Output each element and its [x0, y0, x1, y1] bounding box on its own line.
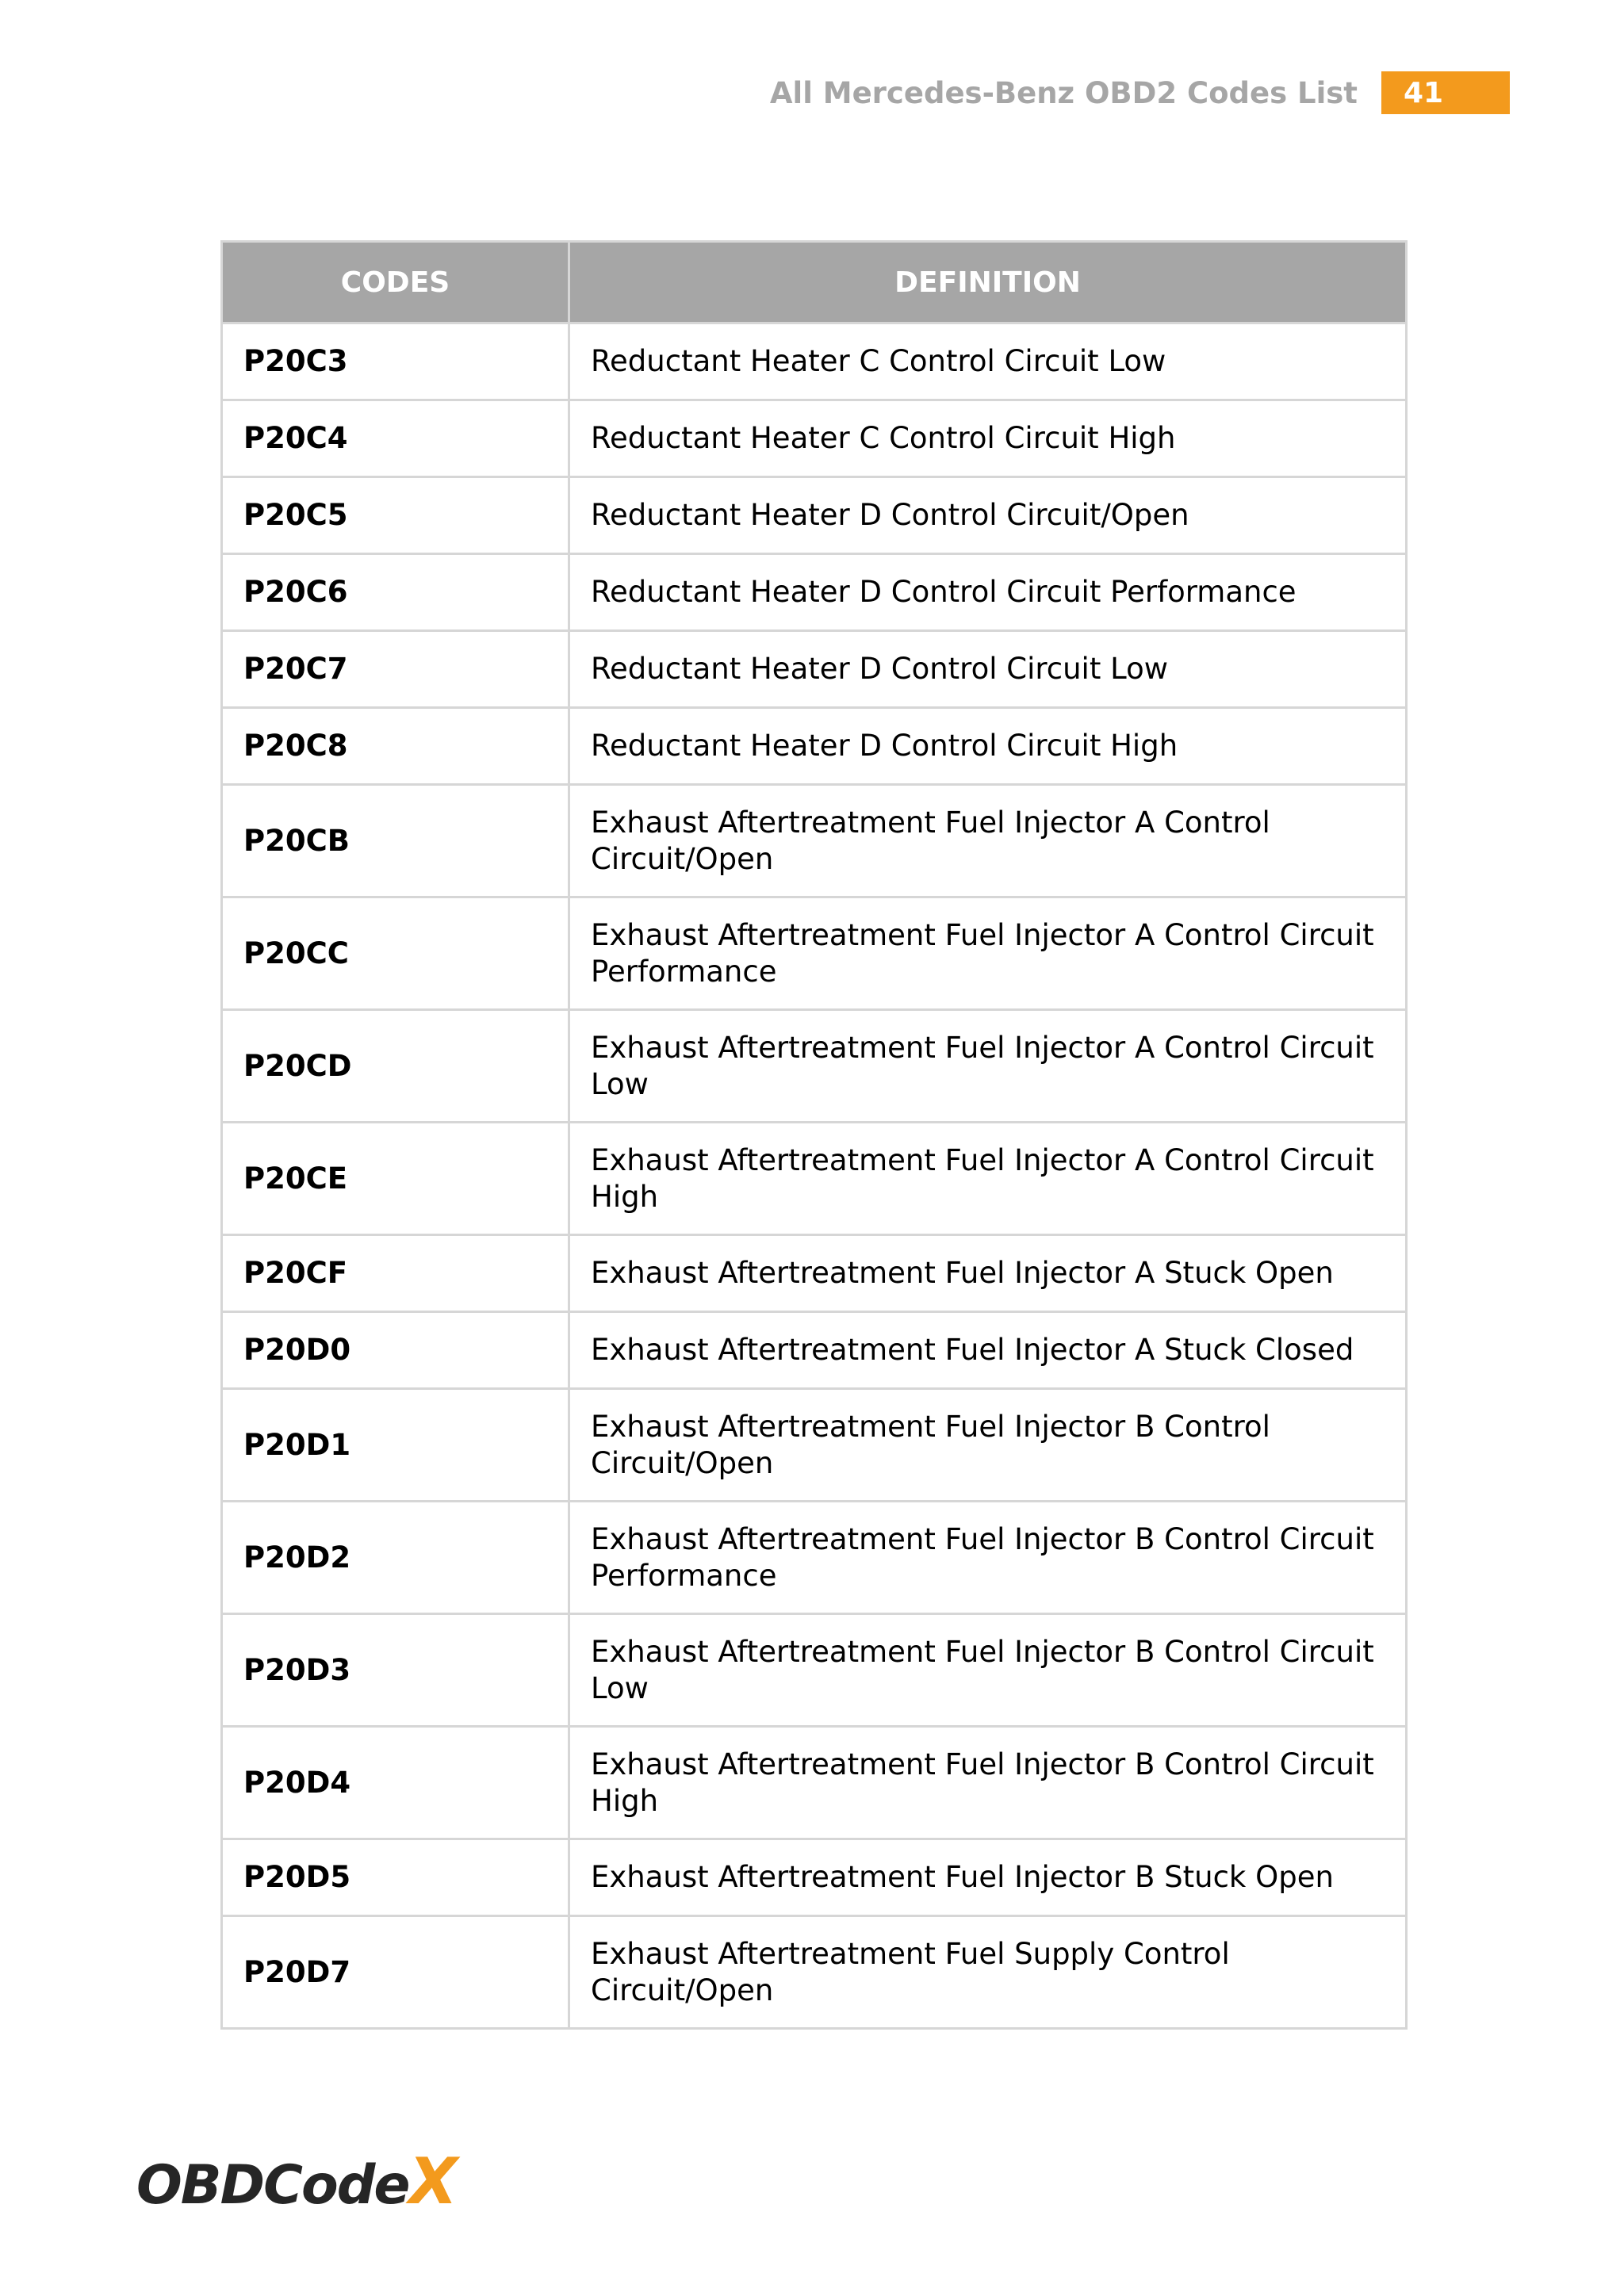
- code-cell: P20D4: [222, 1727, 569, 1839]
- table-row: [222, 400, 1407, 477]
- definition-cell: Reductant Heater D Control Circuit Performance: [569, 554, 1407, 631]
- table-row: [222, 554, 1407, 631]
- definition-cell: Exhaust Aftertreatment Fuel Injector B Stuck Open: [569, 1839, 1407, 1916]
- code-cell: P20CC: [222, 897, 569, 1010]
- document-title: All Mercedes-Benz OBD2 Codes List: [769, 75, 1358, 110]
- column-header-codes: CODES: [222, 242, 569, 323]
- table-row: [222, 1010, 1407, 1123]
- code-cell: P20CD: [222, 1010, 569, 1123]
- table-row: [222, 631, 1407, 708]
- table-row: [222, 1502, 1407, 1614]
- code-cell: P20C3: [222, 323, 569, 400]
- definition-cell: Exhaust Aftertreatment Fuel Injector A Control Circuit High: [569, 1123, 1407, 1235]
- table-row: [222, 1727, 1407, 1839]
- logo-x-mark: X: [408, 2145, 457, 2218]
- table-row: [222, 1916, 1407, 2029]
- definition-cell: Exhaust Aftertreatment Fuel Injector B Control Circuit High: [569, 1727, 1407, 1839]
- logo-wordmark: OBDCode: [136, 2154, 409, 2217]
- definition-cell: Exhaust Aftertreatment Fuel Injector B Control Circuit Low: [569, 1614, 1407, 1727]
- table-row: [222, 785, 1407, 897]
- table-row: [222, 708, 1407, 785]
- code-cell: P20D7: [222, 1916, 569, 2029]
- code-cell: P20D2: [222, 1502, 569, 1614]
- table-header-row: [222, 242, 1407, 323]
- code-cell: P20C6: [222, 554, 569, 631]
- code-cell: P20C8: [222, 708, 569, 785]
- definition-cell: Exhaust Aftertreatment Fuel Injector A Stuck Open: [569, 1235, 1407, 1312]
- obdcodex-logo: [136, 2145, 457, 2218]
- definition-cell: Reductant Heater D Control Circuit High: [569, 708, 1407, 785]
- code-cell: P20C5: [222, 477, 569, 554]
- table-row: [222, 1839, 1407, 1916]
- obd-codes-table: [220, 240, 1408, 2030]
- page-number-badge: 41: [1381, 71, 1510, 114]
- code-cell: P20D1: [222, 1389, 569, 1502]
- column-header-definition: DEFINITION: [569, 242, 1407, 323]
- code-cell: P20CF: [222, 1235, 569, 1312]
- code-cell: P20C7: [222, 631, 569, 708]
- table-row: [222, 1614, 1407, 1727]
- code-cell: P20CE: [222, 1123, 569, 1235]
- table-row: [222, 1123, 1407, 1235]
- definition-cell: Exhaust Aftertreatment Fuel Injector B Control Circuit/Open: [569, 1389, 1407, 1502]
- table-row: [222, 477, 1407, 554]
- table-row: [222, 1389, 1407, 1502]
- definition-cell: Exhaust Aftertreatment Fuel Injector A Control Circuit Performance: [569, 897, 1407, 1010]
- code-cell: P20D3: [222, 1614, 569, 1727]
- table-body: [222, 323, 1407, 2029]
- definition-cell: Reductant Heater C Control Circuit High: [569, 400, 1407, 477]
- table-row: [222, 897, 1407, 1010]
- code-cell: P20C4: [222, 400, 569, 477]
- page-header: [770, 71, 1510, 114]
- definition-cell: Reductant Heater D Control Circuit/Open: [569, 477, 1407, 554]
- code-cell: P20D5: [222, 1839, 569, 1916]
- definition-cell: Reductant Heater C Control Circuit Low: [569, 323, 1407, 400]
- table-row: [222, 1235, 1407, 1312]
- table-row: [222, 323, 1407, 400]
- definition-cell: Reductant Heater D Control Circuit Low: [569, 631, 1407, 708]
- code-cell: P20CB: [222, 785, 569, 897]
- code-cell: P20D0: [222, 1312, 569, 1389]
- definition-cell: Exhaust Aftertreatment Fuel Injector A Control Circuit Low: [569, 1010, 1407, 1123]
- definition-cell: Exhaust Aftertreatment Fuel Injector A Stuck Closed: [569, 1312, 1407, 1389]
- definition-cell: Exhaust Aftertreatment Fuel Injector B Control Circuit Performance: [569, 1502, 1407, 1614]
- table-row: [222, 1312, 1407, 1389]
- definition-cell: Exhaust Aftertreatment Fuel Injector A Control Circuit/Open: [569, 785, 1407, 897]
- definition-cell: Exhaust Aftertreatment Fuel Supply Control Circuit/Open: [569, 1916, 1407, 2029]
